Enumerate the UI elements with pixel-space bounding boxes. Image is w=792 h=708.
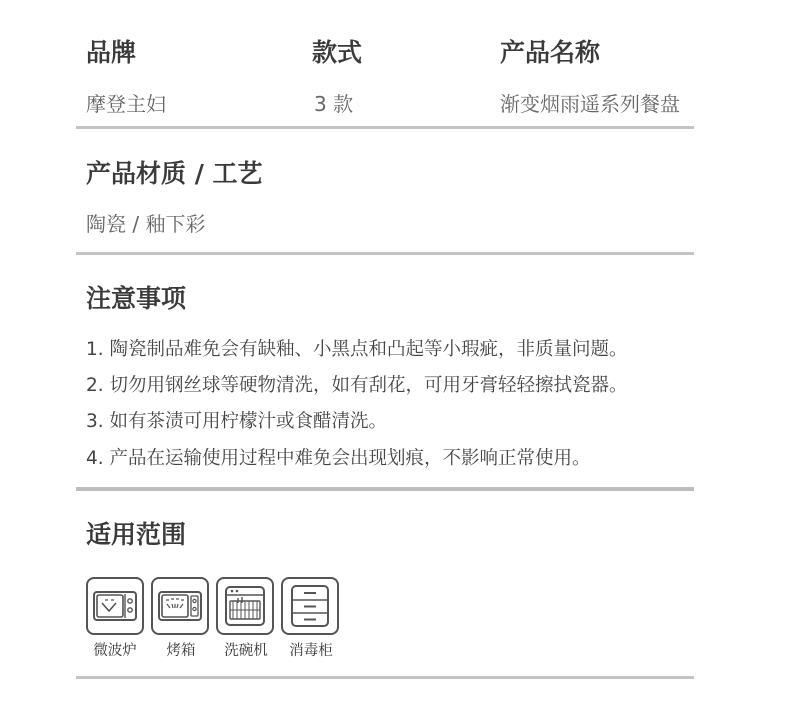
product-name-label: 产品名称	[500, 38, 601, 67]
sterilizer-cabinet-icon	[281, 577, 339, 635]
usage-label-microwave: 微波炉	[93, 643, 137, 659]
divider	[76, 252, 694, 255]
style-label: 款式	[312, 38, 363, 67]
material-heading: 产品材质 / 工艺	[86, 159, 263, 188]
note-item: 4. 产品在运输使用过程中难免会出现划痕，不影响正常使用。	[86, 448, 591, 469]
divider	[76, 487, 694, 491]
note-item: 1. 陶瓷制品难免会有缺釉、小黑点和凸起等小瑕疵，非质量问题。	[86, 339, 628, 360]
note-item: 3. 如有茶渍可用柠檬汁或食醋清洗。	[86, 411, 388, 432]
oven-icon	[151, 577, 209, 635]
brand-value: 摩登主妇	[86, 92, 166, 116]
material-value: 陶瓷 / 釉下彩	[86, 212, 206, 236]
notes-heading: 注意事项	[86, 284, 187, 313]
divider	[76, 126, 694, 129]
style-value: 3 款	[314, 92, 354, 116]
product-name-value: 渐变烟雨遥系列餐盘	[500, 92, 680, 116]
usage-label-sterilizer-cabinet: 消毒柜	[289, 643, 333, 659]
brand-label: 品牌	[86, 38, 137, 67]
note-item: 2. 切勿用钢丝球等硬物清洗，如有刮花，可用牙膏轻轻擦拭瓷器。	[86, 375, 628, 396]
divider	[76, 676, 694, 679]
usage-label-oven: 烤箱	[166, 643, 196, 659]
usage-label-dishwasher: 洗碗机	[224, 643, 268, 659]
usage-heading: 适用范围	[86, 520, 187, 549]
microwave-icon	[86, 577, 144, 635]
dishwasher-icon	[216, 577, 274, 635]
